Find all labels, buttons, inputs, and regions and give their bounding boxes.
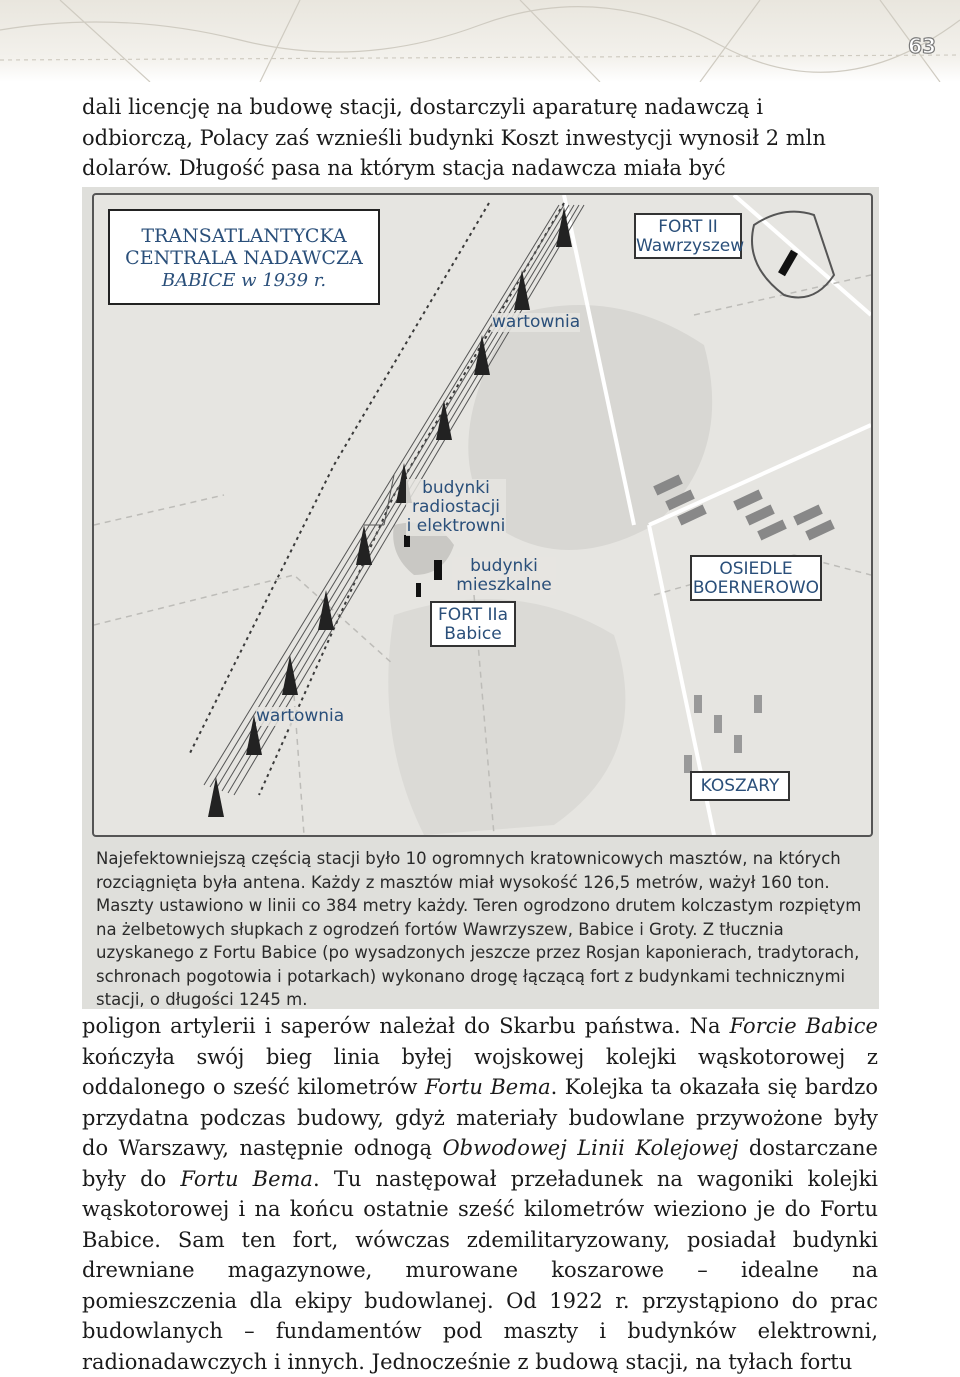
label-fort-2a-line1: FORT IIa (438, 605, 508, 625)
body-text-segment: dostarczane były do (82, 1136, 878, 1191)
figure-caption: Najefektowniejszą częścią stacji było 10 ogromnych kratownicowych masztów, na których rozciągnięta była antena. Każdy z masztów miał wysokość 126,5 metrów, ważył 160 ton. Maszty ustawiono w linii co 384 metry każdy. Teren ogrodzono drutem kolczastym rozpiętym na żelbetowych słupkach z ogrodzeń fortów Wawrzyszew, Babice i Groty. Z tłucznia uzyskanego z Fortu Babice (po wysadzonych jeszcze przez Rosjan kaponierach, tradytorach, schronach pogotowia i potarkach) wykonano drogę łączącą fort z budynkami technicznymi stacji, o długości 1245 m. (96, 849, 862, 1009)
figure (82, 187, 879, 1009)
label-fort-2-line2: Wawrzyszew (636, 236, 745, 256)
label-radio-line2: radiostacji (411, 497, 501, 517)
body-text-segment: kończyła swój bieg linia byłej wojskowej kolejki wąskotorowej z oddalonego o sześć kilometrów (82, 1044, 878, 1099)
label-fort-2a-line2: Babice (444, 624, 502, 644)
map-title-line3: BABICE w 1939 r. (161, 270, 327, 291)
body-text-emphasis: Obwodowej Linii Kolejowej (442, 1136, 739, 1160)
header-map-decoration (0, 0, 960, 82)
header-map-band (0, 0, 960, 82)
body-text-bottom (82, 1011, 878, 1377)
label-guard-north: wartownia (492, 312, 581, 332)
label-estate-line2: BOERNEROWO (692, 578, 820, 598)
label-radio-buildings (406, 479, 506, 536)
body-text-segment: poligon artylerii i saperów należał do Skarbu państwa. Na (82, 1014, 730, 1038)
body-text-segment: . Kolejka ta okazała się bardzo przydatna podczas budowy, gdyż materiały budowlane przywożone były do Warszawy, następnie odnogą (82, 1075, 878, 1160)
body-text-emphasis: Forcie Babice (729, 1014, 878, 1038)
label-radio-line3: i elektrowni (406, 516, 506, 536)
label-radio-line1: budynki (422, 478, 490, 498)
map-title-line1: TRANSATLANTYCKA (141, 225, 347, 247)
station-map (92, 193, 873, 837)
body-text-top: dali licencję na budowę stacji, dostarczyli aparaturę nadawczą i odbiorczą, Polacy zaś wznieśli budynki Koszt inwestycji wynosił 2 mln dolarów. Długość pasa na którym stacja nadawcza miała być (82, 95, 826, 180)
label-housing-line1: budynki (470, 556, 538, 576)
label-fort-2-line1: FORT II (658, 217, 718, 237)
label-housing-line2: mieszkalne (456, 575, 552, 595)
map-title-box (108, 209, 380, 305)
label-fort-2a (430, 601, 516, 647)
label-housing (452, 557, 556, 595)
body-text-emphasis: Fortu Bema (424, 1075, 551, 1099)
label-estate (690, 555, 822, 601)
page-number: 63 (908, 34, 936, 58)
map-title-line2: CENTRALA NADAWCZA (125, 247, 363, 269)
body-text-emphasis: Fortu Bema (180, 1166, 313, 1191)
label-estate-line1: OSIEDLE (719, 559, 793, 579)
body-text-segment: . Tu następował przeładunek na wagoniki kolejki wąskotorowej i na końcu ostatnie sześć kilometrów wieziono je do Fortu Babice. Sam ten fort, wówczas zdemilitaryzowany, posiadał budynki drewniane magazynowe, murowane koszarowe – idealne na pomieszczenia dla ekipy budowlanej. Od 1922 r. przystąpiono do prac budowlanych – fundamentów pod maszty i budynków elektrowni, radionadawczych i innych. Jednocześnie z budową stacji, na tyłach fortu (82, 1166, 879, 1374)
label-barracks: KOSZARY (690, 771, 790, 801)
label-guard-south: wartownia (256, 706, 345, 726)
label-fort-2 (634, 213, 745, 259)
